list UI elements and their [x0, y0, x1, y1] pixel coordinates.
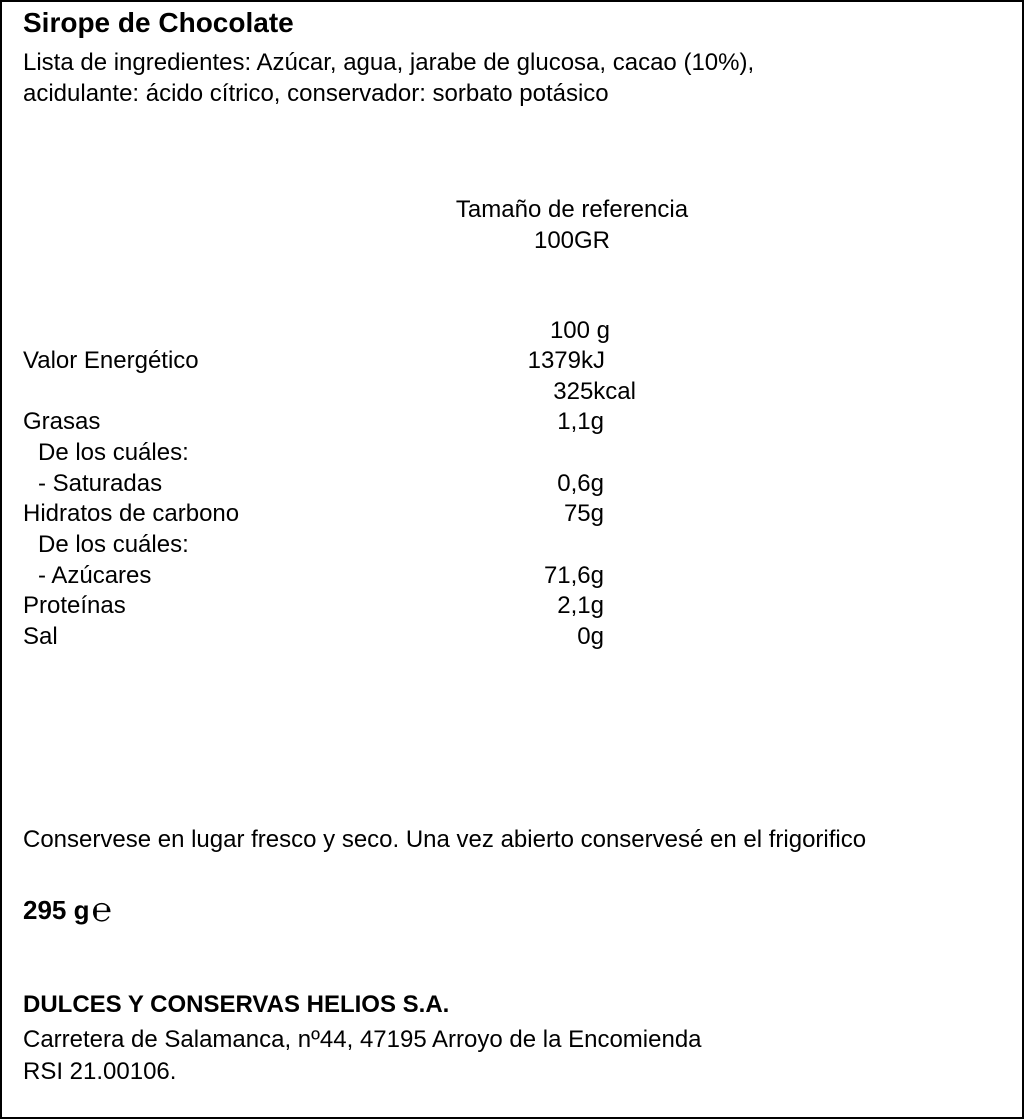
nutrient-name: Grasas — [23, 408, 101, 435]
nutrient-name: - Azúcares — [38, 562, 152, 589]
estimated-sign-icon: ℮ — [91, 890, 112, 930]
nutrient-name: Valor Energético — [23, 347, 199, 374]
nutrient-name: Hidratos de carbono — [23, 500, 240, 527]
nutrient-name: Proteínas — [23, 592, 126, 619]
reference-size-value: 100GR — [533, 227, 611, 254]
sanitary-registry: RSI 21.00106. — [23, 1058, 177, 1085]
nutrient-value: 0,6g — [557, 470, 604, 497]
ingredients-line-1: Lista de ingredientes: Azúcar, agua, jarabe de glucosa, cacao (10%), — [23, 49, 755, 76]
company-address: Carretera de Salamanca, nº44, 47195 Arroyo de la Encomienda — [23, 1026, 702, 1053]
nutrient-value: 71,6g — [543, 562, 604, 589]
reference-size-label: Tamaño de referencia — [455, 196, 689, 223]
product-title: Sirope de Chocolate — [23, 7, 294, 38]
nutrient-name: De los cuáles: — [38, 531, 189, 558]
nutrient-name: De los cuáles: — [38, 439, 189, 466]
company-name: DULCES Y CONSERVAS HELIOS S.A. — [23, 991, 450, 1018]
nutrient-value: 75g — [563, 500, 604, 527]
ingredients-list — [23, 47, 983, 109]
nutrient-value: 1379kJ — [527, 347, 605, 374]
nutrient-name: Sal — [23, 623, 58, 650]
nutrient-value: 1,1g — [557, 408, 604, 435]
nutrition-column-header: 100 g — [549, 317, 610, 344]
net-weight — [23, 890, 112, 930]
ingredients-line-2: acidulante: ácido cítrico, conservador: sorbato potásico — [23, 80, 609, 107]
nutrient-value: 0g — [577, 623, 604, 650]
reference-size — [412, 194, 732, 256]
nutrient-value: 2,1g — [557, 592, 604, 619]
nutrient-value: 325kcal — [553, 378, 636, 405]
storage-instructions: Conservese en lugar fresco y seco. Una vez abierto conservesé en el frigorifico — [23, 826, 867, 853]
net-weight-amount: 295 g — [23, 895, 90, 925]
nutrient-name: - Saturadas — [38, 470, 163, 497]
